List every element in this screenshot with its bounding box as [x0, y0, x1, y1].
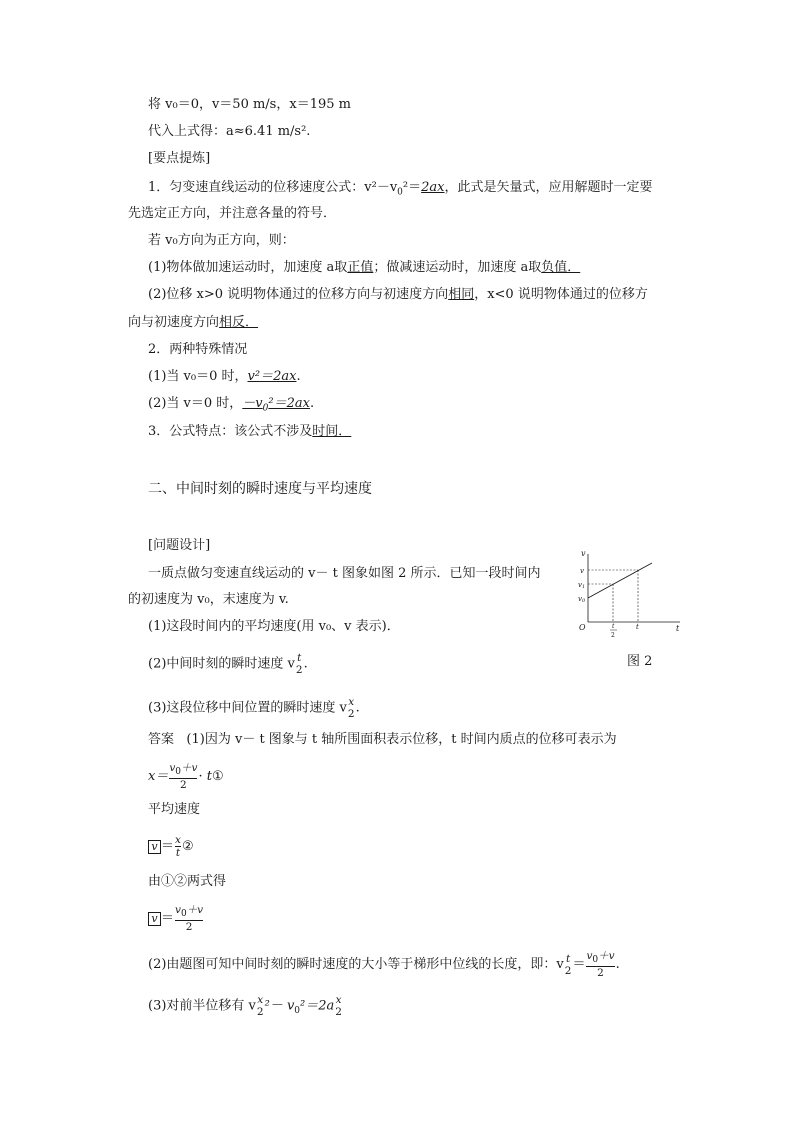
v-bar-symbol: v	[148, 840, 161, 854]
text: ②	[181, 839, 194, 854]
equation	[148, 904, 204, 933]
text: (2)位移 x>0 说明物体通过的位移方向与初速度方向	[148, 287, 449, 302]
text: (1)当 v₀＝0 时，	[148, 369, 248, 384]
text: (1)因为 v－ t 图象与 t 轴所围面积表示位移，t 时间内质点的位移可表示为	[186, 732, 617, 747]
blank-answer: 时间．	[312, 424, 352, 439]
subscript-fraction: x 2	[335, 994, 342, 1018]
text-line: 由①②两式得	[148, 874, 227, 889]
text-line	[148, 423, 351, 441]
text: (3)这段位移中间位置的瞬时速度 v	[148, 700, 347, 716]
blank-answer: v²＝2ax	[247, 369, 297, 384]
text-line	[148, 395, 314, 418]
fraction: $\frac{v_0+v}{2}$	[175, 904, 204, 934]
text: ²－ v	[264, 998, 295, 1014]
text: (1)物体做加速运动时，加速度 a取	[148, 260, 348, 275]
origin-label: O	[579, 623, 586, 632]
blank-answer: 2ax	[421, 180, 445, 195]
text: ，x<0 说明物体通过的位移方	[474, 287, 648, 302]
section-label: [问题设计]	[148, 538, 211, 553]
text: 向与初速度方向	[128, 315, 220, 330]
text-line: 2．两种特殊情况	[148, 342, 248, 357]
text: x＝	[148, 769, 169, 785]
blank-answer: 相同	[448, 287, 475, 302]
text: (2)由题图可知中间时刻的瞬时速度的大小等于梯形中位线的长度，即：v	[148, 957, 564, 973]
text: ＝	[161, 839, 175, 854]
blank-answer: 负值．	[541, 260, 581, 275]
text: ·	[198, 769, 203, 785]
text-line	[148, 950, 620, 979]
blank-answer: 正值	[347, 260, 374, 275]
text: －v	[242, 396, 263, 411]
v0-label: v0	[578, 595, 586, 604]
fraction: $\frac{v_0+v}{2}$	[586, 950, 615, 980]
text: ；做减速运动时，加速度 a取	[373, 260, 542, 275]
text: .	[296, 369, 301, 384]
subscript-fraction: x 2	[256, 994, 264, 1018]
text-line: 代入上式得：a≈6.41 m/s².	[148, 124, 311, 139]
text-line: 将 v₀＝0，v＝50 m/s，x＝195 m	[148, 97, 351, 112]
text-line: 的初速度为 v₀，末速度为 v.	[128, 592, 289, 607]
subscript: 0	[294, 1006, 301, 1017]
t-label: t	[636, 623, 639, 631]
text: ²＝2ax	[268, 396, 310, 411]
velocity-line	[588, 563, 652, 598]
text: .	[309, 396, 315, 411]
blank-answer	[242, 396, 310, 414]
fraction: $\frac{x}{t}$	[175, 834, 181, 859]
subscript-fraction: t 2	[564, 952, 572, 977]
text: ＝	[572, 957, 586, 973]
answer-line	[148, 731, 617, 749]
text-line	[148, 994, 343, 1020]
subscript: 0	[397, 187, 403, 198]
text: .	[355, 700, 360, 716]
text: ²＝	[402, 180, 422, 195]
figure-caption: 图 2	[627, 654, 653, 669]
text: ²＝2a	[300, 998, 335, 1014]
half-t-num: t	[612, 623, 615, 630]
half-t-den: 2	[611, 632, 615, 638]
section-label: [要点提炼]	[148, 151, 211, 166]
v-bar-symbol: v	[148, 912, 161, 926]
section-heading: 二、中间时刻的瞬时速度与平均速度	[148, 481, 372, 497]
subscript-fraction: x 2	[347, 696, 355, 720]
text: (2)当 v＝0 时，	[148, 396, 243, 411]
text: ＝	[161, 911, 175, 927]
subscript-fraction: t 2	[295, 652, 303, 676]
text-line: 若 v₀方向为正方向，则：	[148, 233, 295, 248]
equation	[148, 834, 194, 859]
subscript: 0	[262, 403, 269, 414]
text: (3)对前半位移有 v	[148, 998, 256, 1014]
text: .	[303, 656, 308, 672]
text-line: 先选定正方向，并注意各量的符号．	[128, 206, 337, 221]
text: 3．公式特点：该公式不涉及	[148, 424, 313, 439]
text: ①	[211, 769, 224, 785]
text-line	[128, 314, 258, 332]
text-line: (1)这段时间内的平均速度(用 v₀、v 表示)．	[148, 619, 400, 634]
text-line: 平均速度	[148, 802, 201, 817]
text: t	[206, 769, 212, 785]
text-line: 一质点做匀变速直线运动的 v－ t 图象如图 2 所示．已知一段时间内	[148, 566, 541, 581]
blank-answer: 相反．	[219, 315, 259, 330]
text-line	[148, 259, 580, 277]
v1-label: v1	[578, 581, 586, 590]
axis-t-label: t	[676, 624, 680, 633]
v-label: v	[580, 567, 584, 575]
equation	[148, 762, 224, 791]
text-line	[148, 652, 308, 676]
text: 1．匀变速直线运动的位移速度公式：v²－v	[148, 180, 398, 195]
answer-label: 答案	[148, 732, 175, 747]
text-line	[148, 286, 648, 304]
text: (2)中间时刻的瞬时速度 v	[148, 656, 295, 672]
axis-v-label: v	[581, 549, 586, 558]
text-line	[148, 696, 360, 720]
text: ，此式是矢量式，应用解题时一定要	[444, 180, 653, 195]
vt-graph	[568, 548, 688, 638]
text-line	[148, 179, 653, 202]
text-line	[148, 368, 301, 386]
fraction: $\frac{v_0+v}{2}$	[169, 762, 198, 792]
text: .	[615, 957, 620, 973]
